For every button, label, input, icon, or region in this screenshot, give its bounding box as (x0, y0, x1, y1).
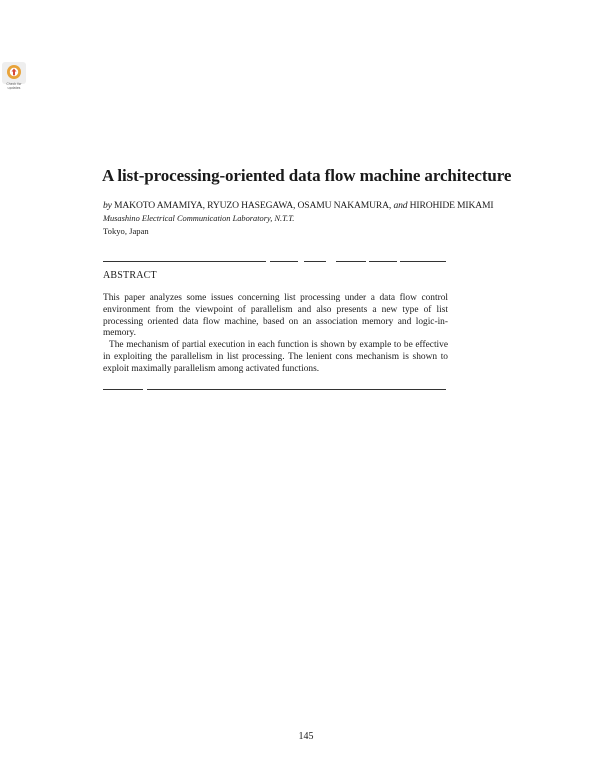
author-line (103, 200, 523, 211)
abstract-paragraph: The mechanism of partial execution in each function is shown by example to be effective in exploiting the parallelism in list processing. The lenient cons mechanism is shown to exploit maximally parallelism among activated functions. (103, 340, 448, 374)
location: Tokyo, Japan (103, 226, 149, 236)
abstract-paragraph: This paper analyzes some issues concerning list processing under a data flow control environment from the viewpoint of parallelism and also presents a new type of list processing oriented data flow machine, based on an association memory and logic-in-memory. (103, 293, 448, 339)
authors-names-2: HIROHIDE MIKAMI (409, 200, 494, 211)
authors-by: by (103, 200, 112, 211)
check-for-updates-badge[interactable] (2, 62, 26, 94)
page-number: 145 (298, 731, 314, 742)
authors-and: and (393, 200, 408, 211)
affiliation: Musashino Electrical Communication Laboratory, N.T.T. (103, 214, 295, 223)
paper-title: A list-processing-oriented data flow machine architecture (102, 166, 512, 185)
badge-label: Check for updates (6, 82, 22, 90)
authors-names-1: MAKOTO AMAMIYA, RYUZO HASEGAWA, OSAMU NAKAMURA, (114, 200, 392, 211)
abstract-heading: ABSTRACT (103, 270, 157, 281)
update-badge-icon (2, 62, 26, 84)
abstract-body (103, 293, 448, 376)
